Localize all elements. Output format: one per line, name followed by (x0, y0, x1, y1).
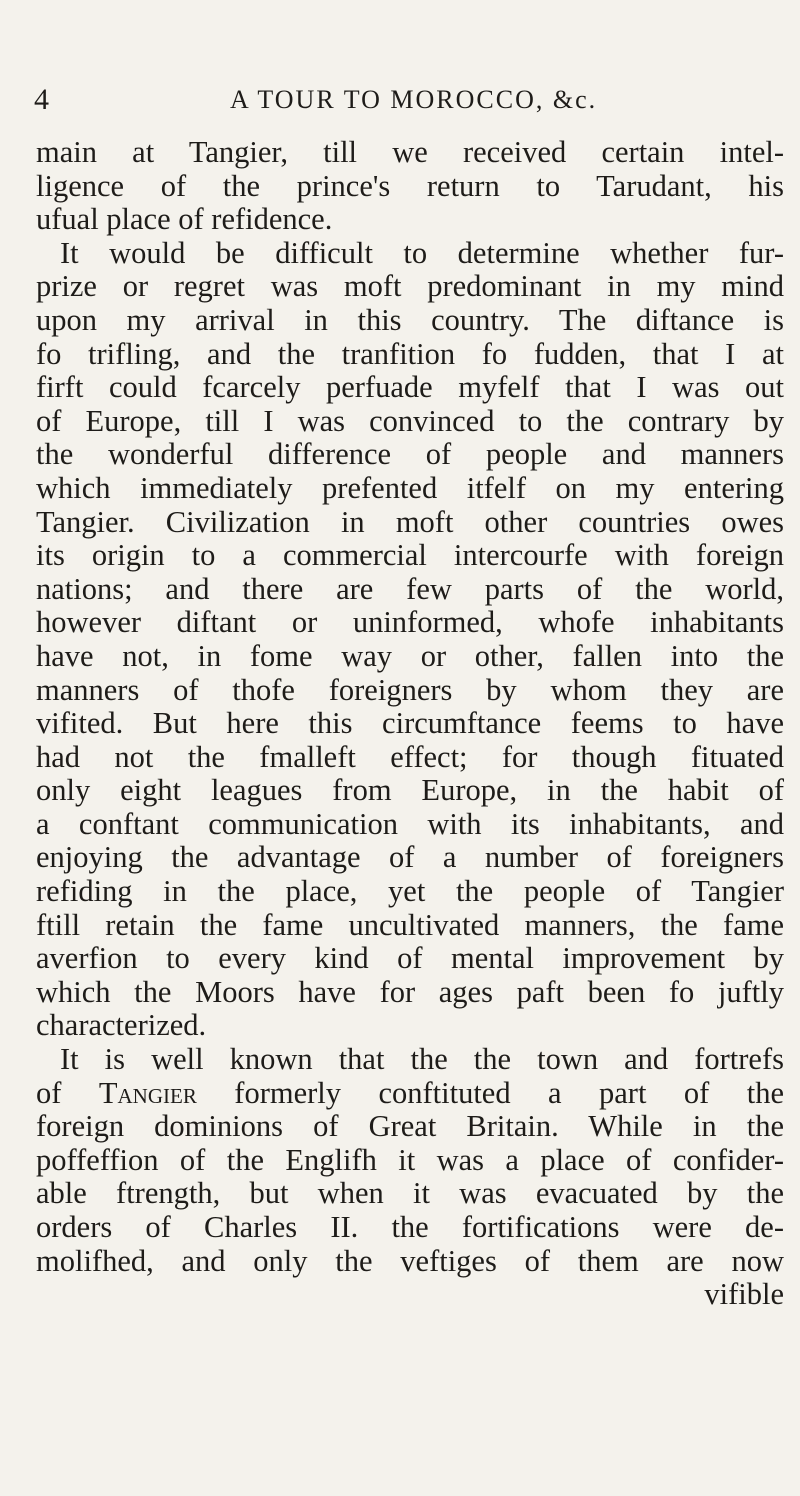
text-line: the wonderful difference of people and manners (36, 438, 784, 472)
text-line: however diftant or uninformed, whofe inhabitants (36, 606, 784, 640)
text-line: able ftrength, but when it was evacuated by the (36, 1177, 784, 1211)
catchword: vifible (704, 1278, 784, 1312)
text-line: enjoying the advantage of a number of foreigners (36, 841, 784, 875)
text-line: which immediately prefented itfelf on my entering (36, 471, 784, 505)
text-line: ufual place of refidence. (36, 203, 333, 237)
text-line: refiding in the place, yet the people of Tangier (36, 875, 784, 909)
text-line: orders of Charles II. the fortifications were de- (36, 1211, 784, 1244)
paragraph-start: It would be difficult to determine whether fur- (60, 236, 784, 270)
text-line: prize or regret was moft predominant in my mind (36, 270, 784, 304)
text-line: main at Tangier, till we received certain intel- (36, 136, 784, 169)
text-line: foreign dominions of Great Britain. While in the (36, 1110, 784, 1144)
text-line: characterized. (36, 1009, 207, 1043)
text-line: its origin to a commercial intercourfe with foreign (36, 539, 784, 573)
text-fragment: of (36, 1076, 62, 1110)
text-line: ftill retain the fame uncultivated manners, the fame (36, 908, 784, 942)
text-line: fo trifling, and the tranfition fo fudden, that I at (36, 337, 784, 371)
place-name: Tangier (98, 1076, 197, 1110)
page-header (34, 80, 774, 120)
text-line: poffeffion of the Englifh it was a place of confider- (36, 1143, 784, 1177)
text-line: had not the fmalleft effect; for though fituated (36, 740, 784, 774)
text-fragment: formerly conftituted a part of the (234, 1076, 784, 1110)
text-line: ligence of the prince's return to Tarudant, his (36, 169, 784, 203)
text-line: vifited. But here this circumftance feems to have (36, 707, 784, 741)
text-line: Tangier. Civilization in moft other countries owes (36, 505, 784, 539)
text-line: molifhed, and only the veftiges of them are now (36, 1244, 784, 1278)
text-line: averfion to every kind of mental improvement by (36, 942, 784, 976)
text-line (36, 1077, 784, 1111)
paragraph-start: It is well known that the the town and fortrefs (60, 1043, 784, 1077)
text-line: nations; and there are few parts of the world, (36, 572, 784, 606)
text-line: have not, in fome way or other, fallen into the (36, 639, 784, 673)
text-line: firft could fcarcely perfuade myfelf that I was out (36, 371, 784, 405)
page-number: 4 (34, 83, 49, 116)
text-line: upon my arrival in this country. The diftance is (36, 303, 784, 337)
body-text (36, 136, 784, 1312)
text-line: a conftant communication with its inhabitants, and (36, 807, 784, 841)
text-line: which the Moors have for ages paft been fo juftly (36, 975, 784, 1009)
text-line: only eight leagues from Europe, in the habit of (36, 774, 784, 808)
text-line: manners of thofe foreigners by whom they are (36, 673, 784, 707)
running-title: A TOUR TO MOROCCO, &c. (230, 85, 598, 114)
text-line: of Europe, till I was convinced to the contrary by (36, 404, 784, 438)
